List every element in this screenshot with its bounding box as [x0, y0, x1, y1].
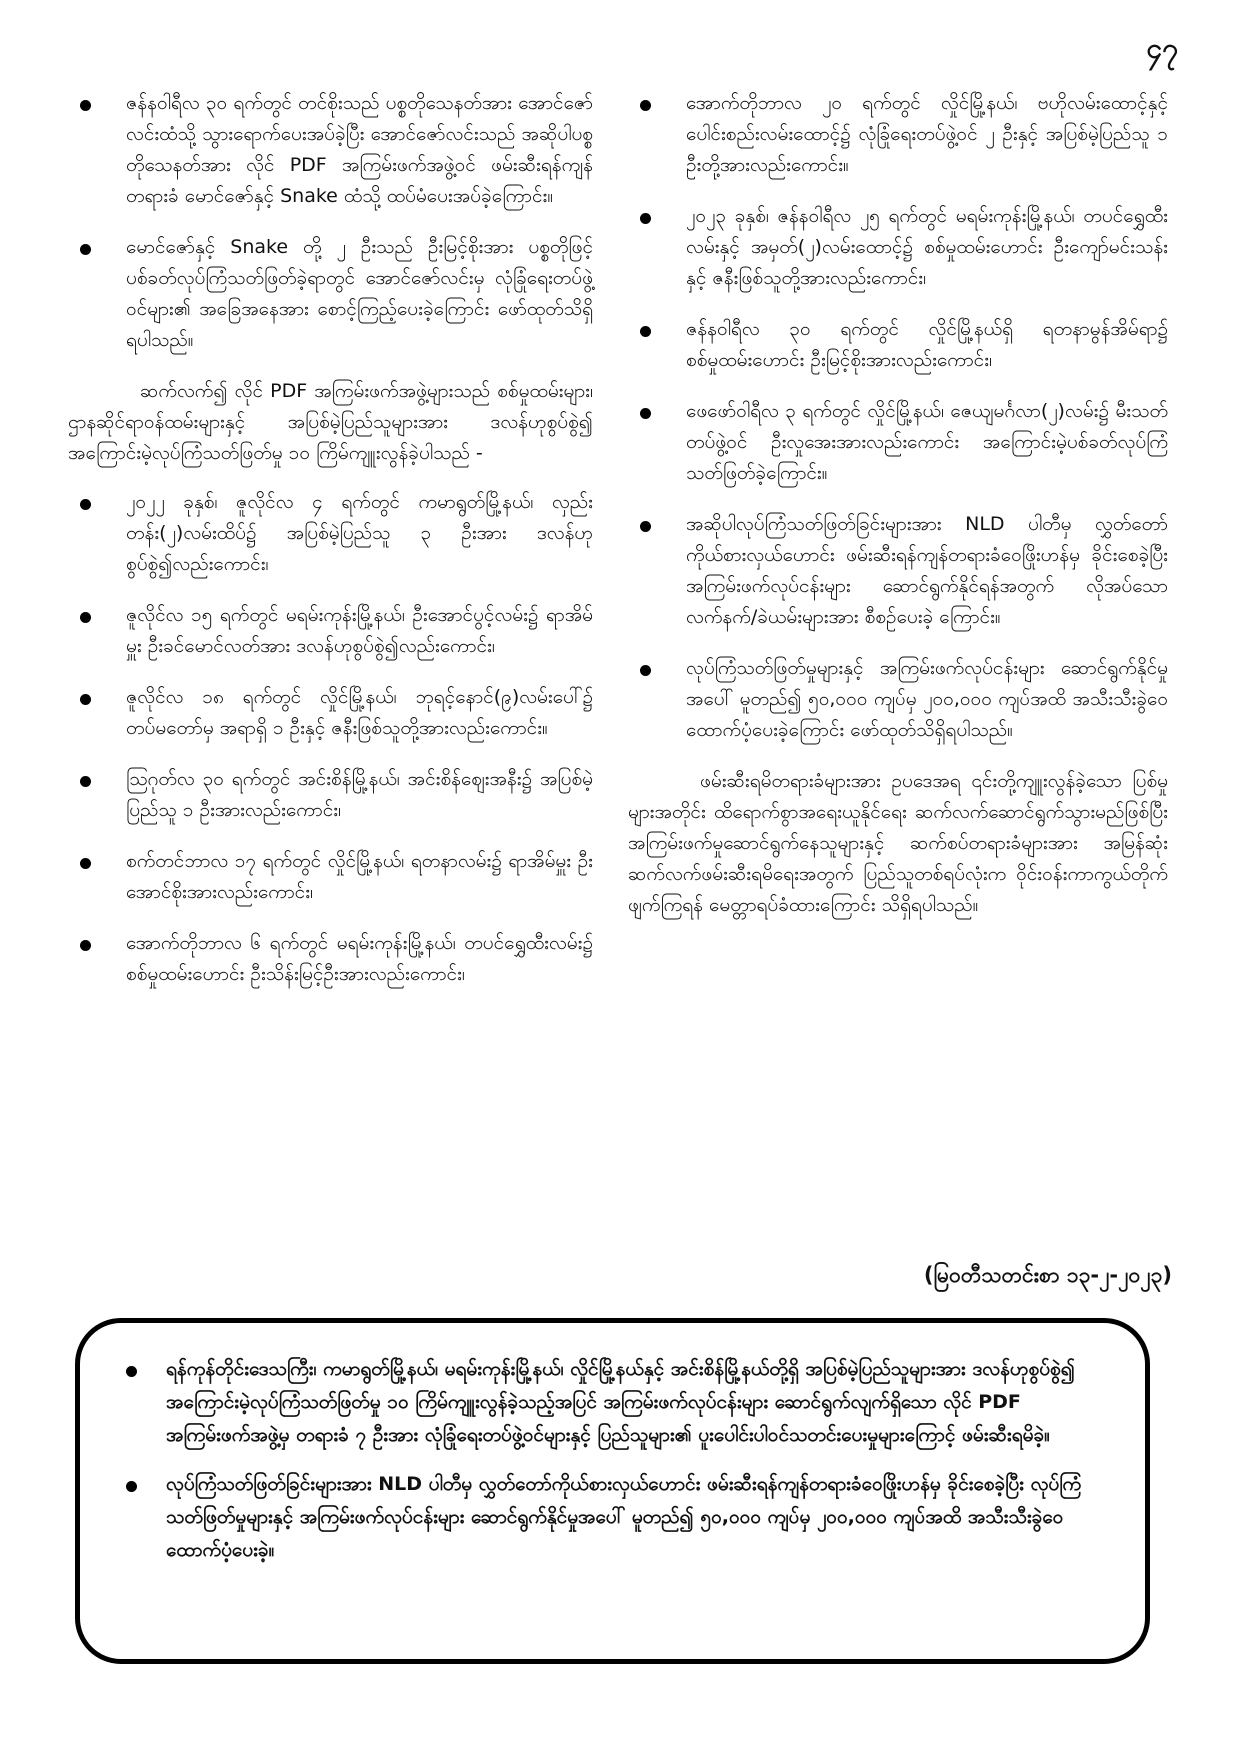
list-item — [68, 600, 593, 662]
right-column — [628, 88, 1168, 939]
summary-item-text: ရန်ကုန်တိုင်းဒေသကြီး၊ ကမာရွတ်မြို့နယ်၊ မရမ်းကုန်းမြို့နယ်၊ လှိုင်မြို့နယ်နှင့် အင်းစိန်မြို့နယ်တို့ရှိ အပြစ်မဲ့ပြည်သူများအား ဒလန်ဟုစွပ်စွဲ၍ အကြောင်းမဲ့လုပ်ကြံသတ်ဖြတ်မှု ၁၀ ကြိမ်ကျူးလွန်ခဲ့သည့်အပြင် အကြမ်းဖက်လုပ်ငန်းများ ဆောင်ရွက်လျက်ရှိသော လိုင် PDF အကြမ်းဖက်အဖွဲ့မှ တရားခံ ၇ ဦးအား လုံခြုံရေးတပ်ဖွဲ့ဝင်များနှင့် ပြည်သူများ၏ ပူးပေါင်းပါဝင်သတင်းပေးမှုများကြောင့် ဖမ်းဆီးရမိခဲ့။ — [166, 1358, 1075, 1446]
body-paragraph: ဖမ်းဆီးရမိတရားခံများအား ဥပဒေအရ ၎င်းတို့ကျူးလွန်ခဲ့သော ပြစ်မှုများအတိုင်း ထိရောက်စွာအရေးယူနိုင်ရေး ဆက်လက်ဆောင်ရွက်သွားမည်ဖြစ်ပြီး အကြမ်းဖက်မှုဆောင်ရွက်နေသူများနှင့် ဆက်စပ်တရားခံများအား အမြန်ဆုံးဆက်လက်ဖမ်းဆီးရမိရေးအတွက် ပြည်သူတစ်ရပ်လုံးက ဝိုင်းဝန်းကာကွယ်တိုက်ဖျက်ကြရန် မေတ္တာရပ်ခံထားကြောင်း သိရှိရပါသည်။ — [628, 770, 1168, 916]
bullet-icon — [126, 1366, 137, 1377]
bullet-icon — [80, 858, 91, 869]
list-item — [68, 232, 593, 356]
list-item-text: လုပ်ကြံသတ်ဖြတ်မှုများနှင့် အကြမ်းဖက်လုပ်ငန်းများ ဆောင်ရွက်နိုင်မှုအပေါ် မူတည်၍ ၅၀,၀၀၀ ကျပ်မှ ၂၀၀,၀၀၀ ကျပ်အထိ အသီးသီးခွဲဝေထောက်ပံ့ပေးခဲ့ကြောင်း ဖော်ထုတ်သိရှိရပါသည်။ — [686, 657, 1168, 741]
list-item — [628, 509, 1168, 633]
bullet-icon — [80, 776, 91, 787]
page-number: ၄၇ — [1146, 32, 1178, 65]
list-item-text: မောင်ဇော်နှင့် Snake တို့ ၂ ဦးသည် ဦးမြင့်စိုးအား ပစ္စတိုဖြင့် ပစ်ခတ်လုပ်ကြံသတ်ဖြတ်ခဲ့ရာတွင် အောင်ဇော်လင်းမှ လုံခြုံရေးတပ်ဖွဲ့ဝင်များ၏ အခြေအနေအား စောင့်ကြည့်ပေးခဲ့ကြောင်း ဖော်ထုတ်သိရှိရပါသည်။ — [126, 236, 593, 351]
list-item — [68, 88, 593, 212]
list-item-text: ၂၀၂၃ ခုနှစ်၊ ဇန်နဝါရီလ ၂၅ ရက်တွင် မရမ်းကုန်းမြို့နယ်၊ တပင်ရွှေထီးလမ်းနှင့် အမှတ်(၂)လမ်းထောင့်၌ စစ်မှုထမ်းဟောင်း ဦးကျော်မင်းသန်းနှင့် ဇနီးဖြစ်သူတို့အားလည်းကောင်း၊ — [686, 205, 1168, 289]
bullet-icon — [80, 694, 91, 705]
list-item — [628, 314, 1168, 376]
summary-item — [120, 1468, 1105, 1567]
list-item-text: ဇူလိုင်လ ၁၈ ရက်တွင် လှိုင်မြို့နယ်၊ ဘုရင့်နောင်(၉)လမ်းပေါ်၌ တပ်မတော်မှ အရာရှိ ၁ ဦးနှင့် ဇနီးဖြစ်သူတို့အားလည်းကောင်း။ — [126, 686, 593, 739]
list-item-text: ဇန်နဝါရီလ ၃၀ ရက်တွင် တင်စိုးသည် ပစ္စတိုသေနတ်အား အောင်ဇော်လင်းထံသို့ သွားရောက်ပေးအပ်ခဲ့ပြီး အောင်ဇော်လင်းသည် အဆိုပါပစ္စတိုသေနတ်အား လိုင် PDF အကြမ်းဖက်အဖွဲ့ဝင် ဖမ်းဆီးရန်ကျန် တရားခံ မောင်ဇော်နှင့် Snake ထံသို့ ထပ်မံပေးအပ်ခဲ့ကြောင်း။ — [126, 92, 593, 207]
list-item-text: ဩဂုတ်လ ၃၀ ရက်တွင် အင်းစိန်မြို့နယ်၊ အင်းစိန်ဈေးအနီး၌ အပြစ်မဲ့ပြည်သူ ၁ ဦးအားလည်းကောင်း၊ — [126, 768, 593, 821]
list-item-text: ဇန်နဝါရီလ ၃၀ ရက်တွင် လှိုင်မြို့နယ်ရှိ ရတနာမွန်အိမ်ရာ၌ စစ်မှုထမ်းဟောင်း ဦးမြင့်စိုးအားလည်းကောင်း၊ — [686, 318, 1168, 371]
list-item-text: အောက်တိုဘာလ ၂၀ ရက်တွင် လှိုင်မြို့နယ်၊ ဗဟိုလမ်းထောင့်နှင့် ပေါင်းစည်းလမ်းထောင့်၌ လုံခြုံရေးတပ်ဖွဲ့ဝင် ၂ ဦးနှင့် အပြစ်မဲ့ပြည်သူ ၁ ဦးတို့အားလည်းကောင်း။ — [686, 92, 1168, 176]
bullet-icon — [80, 612, 91, 623]
bullet-icon — [640, 213, 651, 224]
bullet-icon — [640, 100, 651, 111]
bullet-icon — [80, 499, 91, 510]
summary-item-text: လုပ်ကြံသတ်ဖြတ်ခြင်းများအား NLD ပါတီမှ လွှတ်တော်ကိုယ်စားလှယ်ဟောင်း ဖမ်းဆီးရန်ကျန်တရားခံဝေဖြိုးဟန်မှ ခိုင်းစေခဲ့ပြီး လုပ်ကြံသတ်ဖြတ်မှုများနှင့် အကြမ်းဖက်လုပ်ငန်းများ ဆောင်ရွက်နိုင်မှုအပေါ် မူတည်၍ ၅၀,၀၀၀ ကျပ်မှ ၂၀၀,၀၀၀ ကျပ်အထိ အသီးသီးခွဲဝေထောက်ပံ့ပေးခဲ့။ — [166, 1473, 1082, 1561]
list-item — [68, 487, 593, 580]
list-item — [628, 653, 1168, 746]
bullet-list-bottom — [68, 487, 593, 990]
summary-item — [120, 1353, 1105, 1452]
list-item — [68, 764, 593, 826]
bullet-icon — [640, 665, 651, 676]
bullet-icon — [640, 408, 651, 419]
bullet-icon — [80, 100, 91, 111]
list-item-text: အောက်တိုဘာလ ၆ ရက်တွင် မရမ်းကုန်းမြို့နယ်၊ တပင်ရွှေထီးလမ်း၌ စစ်မှုထမ်းဟောင်း ဦးသိန်းမြင့်ဦးအားလည်းကောင်း၊ — [126, 932, 593, 985]
bullet-list-top — [68, 88, 593, 356]
bullet-icon — [80, 244, 91, 255]
summary-box — [75, 1318, 1150, 1664]
bullet-icon — [640, 521, 651, 532]
list-item — [628, 88, 1168, 181]
list-item — [628, 396, 1168, 489]
list-item — [68, 928, 593, 990]
bullet-list-right — [628, 88, 1168, 746]
summary-list — [120, 1353, 1105, 1567]
list-item-text: ဇူလိုင်လ ၁၅ ရက်တွင် မရမ်းကုန်းမြို့နယ်၊ ဦးအောင်ပွင့်လမ်း၌ ရာအိမ်မှူး ဦးခင်မောင်လတ်အား ဒလန်ဟုစွပ်စွဲ၍လည်းကောင်း၊ — [126, 604, 593, 657]
source-citation: (မြဝတီသတင်းစာ ၁၃-၂-၂၀၂၃) — [923, 1263, 1172, 1287]
body-paragraph: ဆက်လက်၍ လိုင် PDF အကြမ်းဖက်အဖွဲ့များသည် စစ်မှုထမ်းများ၊ ဌာနဆိုင်ရာဝန်ထမ်းများနှင့် အပြစ်မဲ့ပြည်သူများအား ဒလန်ဟုစွပ်စွဲ၍ အကြောင်းမဲ့လုပ်ကြံသတ်ဖြတ်မှု ၁၀ ကြိမ်ကျူးလွန်ခဲ့ပါသည် - — [68, 380, 593, 464]
bullet-icon — [80, 940, 91, 951]
bullet-icon — [640, 326, 651, 337]
bullet-icon — [126, 1481, 137, 1492]
list-item-text: အဆိုပါလုပ်ကြံသတ်ဖြတ်ခြင်းများအား NLD ပါတီမှ လွှတ်တော်ကိုယ်စားလှယ်ဟောင်း ဖမ်းဆီးရန်ကျန်တရားခံဝေဖြိုးဟန်မှ ခိုင်းစေခဲ့ပြီး အကြမ်းဖက်လုပ်ငန်းများ ဆောင်ရွက်နိုင်ရန်အတွက် လိုအပ်သော လက်နက်/ခဲယမ်းများအား စီစဉ်ပေးခဲ့ ကြောင်း။ — [686, 513, 1168, 628]
list-item — [628, 201, 1168, 294]
list-item — [68, 846, 593, 908]
list-item — [68, 682, 593, 744]
list-item-text: စက်တင်ဘာလ ၁၇ ရက်တွင် လှိုင်မြို့နယ်၊ ရတနာလမ်း၌ ရာအိမ်မှူး ဦးအောင်စိုးအားလည်းကောင်း၊ — [126, 850, 593, 903]
list-item-text: ဖေဖော်ဝါရီလ ၃ ရက်တွင် လှိုင်မြို့နယ်၊ ဇေယျမင်္ဂလာ(၂)လမ်း၌ မီးသတ်တပ်ဖွဲ့ဝင် ဦးလှုအေးအားလည်းကောင်း အကြောင်းမဲ့ပစ်ခတ်လုပ်ကြံသတ်ဖြတ်ခဲ့ကြောင်း။ — [686, 400, 1168, 484]
left-column — [68, 88, 593, 1010]
list-item-text: ၂၀၂၂ ခုနှစ်၊ ဇူလိုင်လ ၄ ရက်တွင် ကမာရွတ်မြို့နယ်၊ လှည်းတန်း(၂)လမ်းထိပ်၌ အပြစ်မဲ့ပြည်သူ ၃ ဦးအား ဒလန်ဟုစွပ်စွဲ၍လည်းကောင်း၊ — [126, 491, 593, 575]
